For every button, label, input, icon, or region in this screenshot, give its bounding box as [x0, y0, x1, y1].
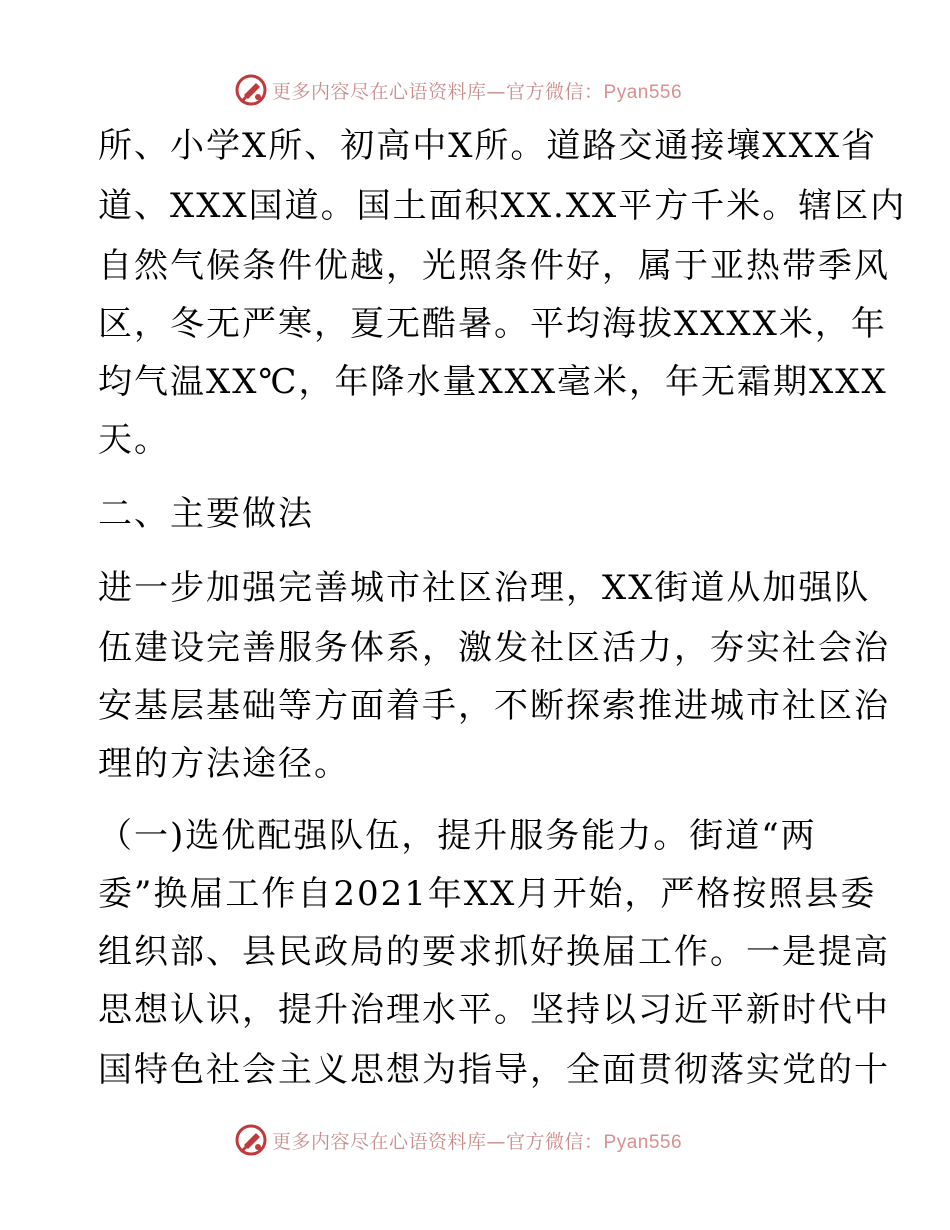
body-line: 伍建设完善服务体系，激发社区活力，夯实社会治	[98, 628, 890, 668]
body-line: 安基层基础等方面着手，不断探索推进城市社区治	[98, 686, 890, 726]
body-line: 思想认识，提升治理水平。坚持以习近平新时代中	[98, 990, 890, 1030]
watermark-wechat-id: Pyan556	[603, 1131, 683, 1153]
section-heading: 二、主要做法	[98, 494, 314, 534]
watermark-footer	[234, 1122, 682, 1158]
watermark-header	[234, 72, 682, 108]
body-line: 组织部、县民政局的要求抓好换届工作。一是提高	[98, 932, 890, 972]
body-line: 进一步加强完善城市社区治理，XX街道从加强队	[98, 568, 871, 608]
body-line: 天。	[98, 420, 170, 460]
watermark-label: 更多内容尽在心语资料库—官方微信：	[272, 80, 604, 103]
brand-logo-icon	[234, 1123, 268, 1157]
watermark-wechat-id: Pyan556	[603, 81, 683, 103]
watermark-label: 更多内容尽在心语资料库—官方微信：	[272, 1130, 604, 1153]
subsection-heading: （一)选优配强队伍，提升服务能力。街道“两	[98, 816, 817, 856]
body-line: 区，冬无严寒，夏无酷暑。平均海拔XXXX米，年	[98, 304, 887, 344]
brand-logo-icon	[234, 73, 268, 107]
body-line: 均气温XX℃，年降水量XXX毫米，年无霜期XXX	[98, 362, 888, 402]
watermark-text	[272, 77, 682, 104]
body-line: 委”换届工作自2021年XX月开始，严格按照县委	[98, 874, 877, 914]
watermark-text	[272, 1127, 682, 1154]
body-line: 国特色社会主义思想为指导，全面贯彻落实党的十	[98, 1050, 890, 1090]
body-line: 道、XXX国道。国土面积XX.XX平方千米。辖区内	[98, 186, 907, 226]
body-line: 理的方法途径。	[98, 744, 350, 784]
body-line: 自然气候条件优越，光照条件好，属于亚热带季风	[98, 246, 890, 286]
body-line: 所、小学X所、初高中X所。道路交通接壤XXX省	[98, 126, 878, 166]
